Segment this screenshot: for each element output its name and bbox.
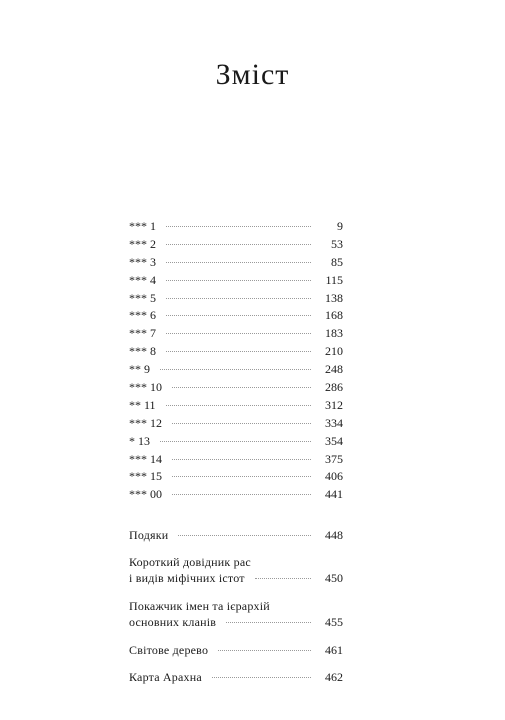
entry-page: 354 <box>325 433 343 448</box>
toc-entry[interactable] <box>129 361 343 379</box>
entry-page: 375 <box>325 451 343 466</box>
toc-entry[interactable] <box>129 468 343 486</box>
entry-page: 461 <box>325 643 343 657</box>
dot-leader <box>166 405 311 406</box>
entry-page: 334 <box>325 415 343 430</box>
dot-leader <box>166 333 311 334</box>
dot-leader <box>166 280 311 281</box>
entry-page: 138 <box>325 290 343 305</box>
entry-label: * 13 <box>129 433 150 448</box>
dot-leader <box>172 459 311 460</box>
appendix-list <box>129 527 343 696</box>
toc-entry[interactable] <box>129 379 343 397</box>
entry-label: ** 11 <box>129 397 156 412</box>
dot-leader <box>166 244 311 245</box>
entry-label: *** 4 <box>129 272 156 287</box>
entry-page: 448 <box>325 528 343 542</box>
entry-label: Подяки <box>129 528 169 542</box>
entry-page: 183 <box>325 326 343 341</box>
entry-label: *** 7 <box>129 326 156 341</box>
entry-label: *** 15 <box>129 469 162 484</box>
entry-page: 115 <box>325 272 343 287</box>
entry-label-line1: Короткий довідник рас <box>129 555 251 569</box>
toc-entry[interactable] <box>129 218 343 236</box>
entry-label: Світове дерево <box>129 643 209 657</box>
toc-entry-guide[interactable] <box>129 554 343 586</box>
entry-label: *** 2 <box>129 236 156 251</box>
entry-label: *** 6 <box>129 308 156 323</box>
dot-leader <box>166 262 311 263</box>
toc-entry[interactable] <box>129 307 343 325</box>
entry-label: ** 9 <box>129 362 150 377</box>
entry-page: 441 <box>325 487 343 502</box>
entry-label: *** 1 <box>129 219 156 233</box>
dot-leader <box>172 387 311 388</box>
dot-leader <box>166 298 311 299</box>
entry-page: 168 <box>325 308 343 323</box>
entry-page: 248 <box>325 362 343 377</box>
entry-page: 85 <box>331 254 343 269</box>
entry-label-line1: Покажчик імен та ієрархій <box>129 599 270 613</box>
toc-entry-acknowledgements[interactable] <box>129 527 343 543</box>
entry-page: 455 <box>325 615 343 629</box>
dot-leader <box>160 369 311 370</box>
entry-page: 462 <box>325 670 343 684</box>
dot-leader <box>166 226 311 227</box>
dot-leader <box>172 423 311 424</box>
toc-entry[interactable] <box>129 415 343 433</box>
chapter-list <box>129 218 343 504</box>
toc-entry[interactable] <box>129 397 343 415</box>
toc-entry[interactable] <box>129 325 343 343</box>
dot-leader <box>178 535 311 536</box>
entry-page: 312 <box>325 397 343 412</box>
toc-entry[interactable] <box>129 236 343 254</box>
dot-leader <box>212 677 311 678</box>
dot-leader <box>172 476 311 477</box>
entry-label: Карта Арахна <box>129 670 202 684</box>
toc-entry[interactable] <box>129 290 343 308</box>
entry-label: *** 3 <box>129 254 156 269</box>
dot-leader <box>255 578 311 579</box>
entry-page: 53 <box>331 236 343 251</box>
toc-entry-world-tree[interactable] <box>129 642 343 658</box>
entry-label: *** 12 <box>129 415 162 430</box>
dot-leader <box>218 650 311 651</box>
toc-entry-index[interactable] <box>129 598 343 630</box>
toc-entry[interactable] <box>129 343 343 361</box>
page-title: Зміст <box>215 58 290 91</box>
entry-label: *** 5 <box>129 290 156 305</box>
entry-page: 406 <box>325 469 343 484</box>
toc-entry[interactable] <box>129 486 343 504</box>
toc-entry[interactable] <box>129 254 343 272</box>
dot-leader <box>172 494 311 495</box>
entry-page: 9 <box>337 219 343 233</box>
dot-leader <box>166 351 311 352</box>
entry-label: *** 14 <box>129 451 162 466</box>
dot-leader <box>166 315 311 316</box>
toc-entry[interactable] <box>129 451 343 469</box>
entry-page: 450 <box>325 571 343 585</box>
entry-label-line2: основних кланів <box>129 615 217 629</box>
entry-label: *** 00 <box>129 487 162 502</box>
entry-page: 286 <box>325 380 343 395</box>
toc-entry[interactable] <box>129 272 343 290</box>
entry-label: *** 10 <box>129 380 162 395</box>
dot-leader <box>160 441 311 442</box>
entry-label-line2: і видів міфічних істот <box>129 571 245 585</box>
entry-label: *** 8 <box>129 344 156 359</box>
dot-leader <box>226 622 311 623</box>
toc-entry-map[interactable] <box>129 669 343 685</box>
toc-entry[interactable] <box>129 433 343 451</box>
entry-page: 210 <box>325 344 343 359</box>
